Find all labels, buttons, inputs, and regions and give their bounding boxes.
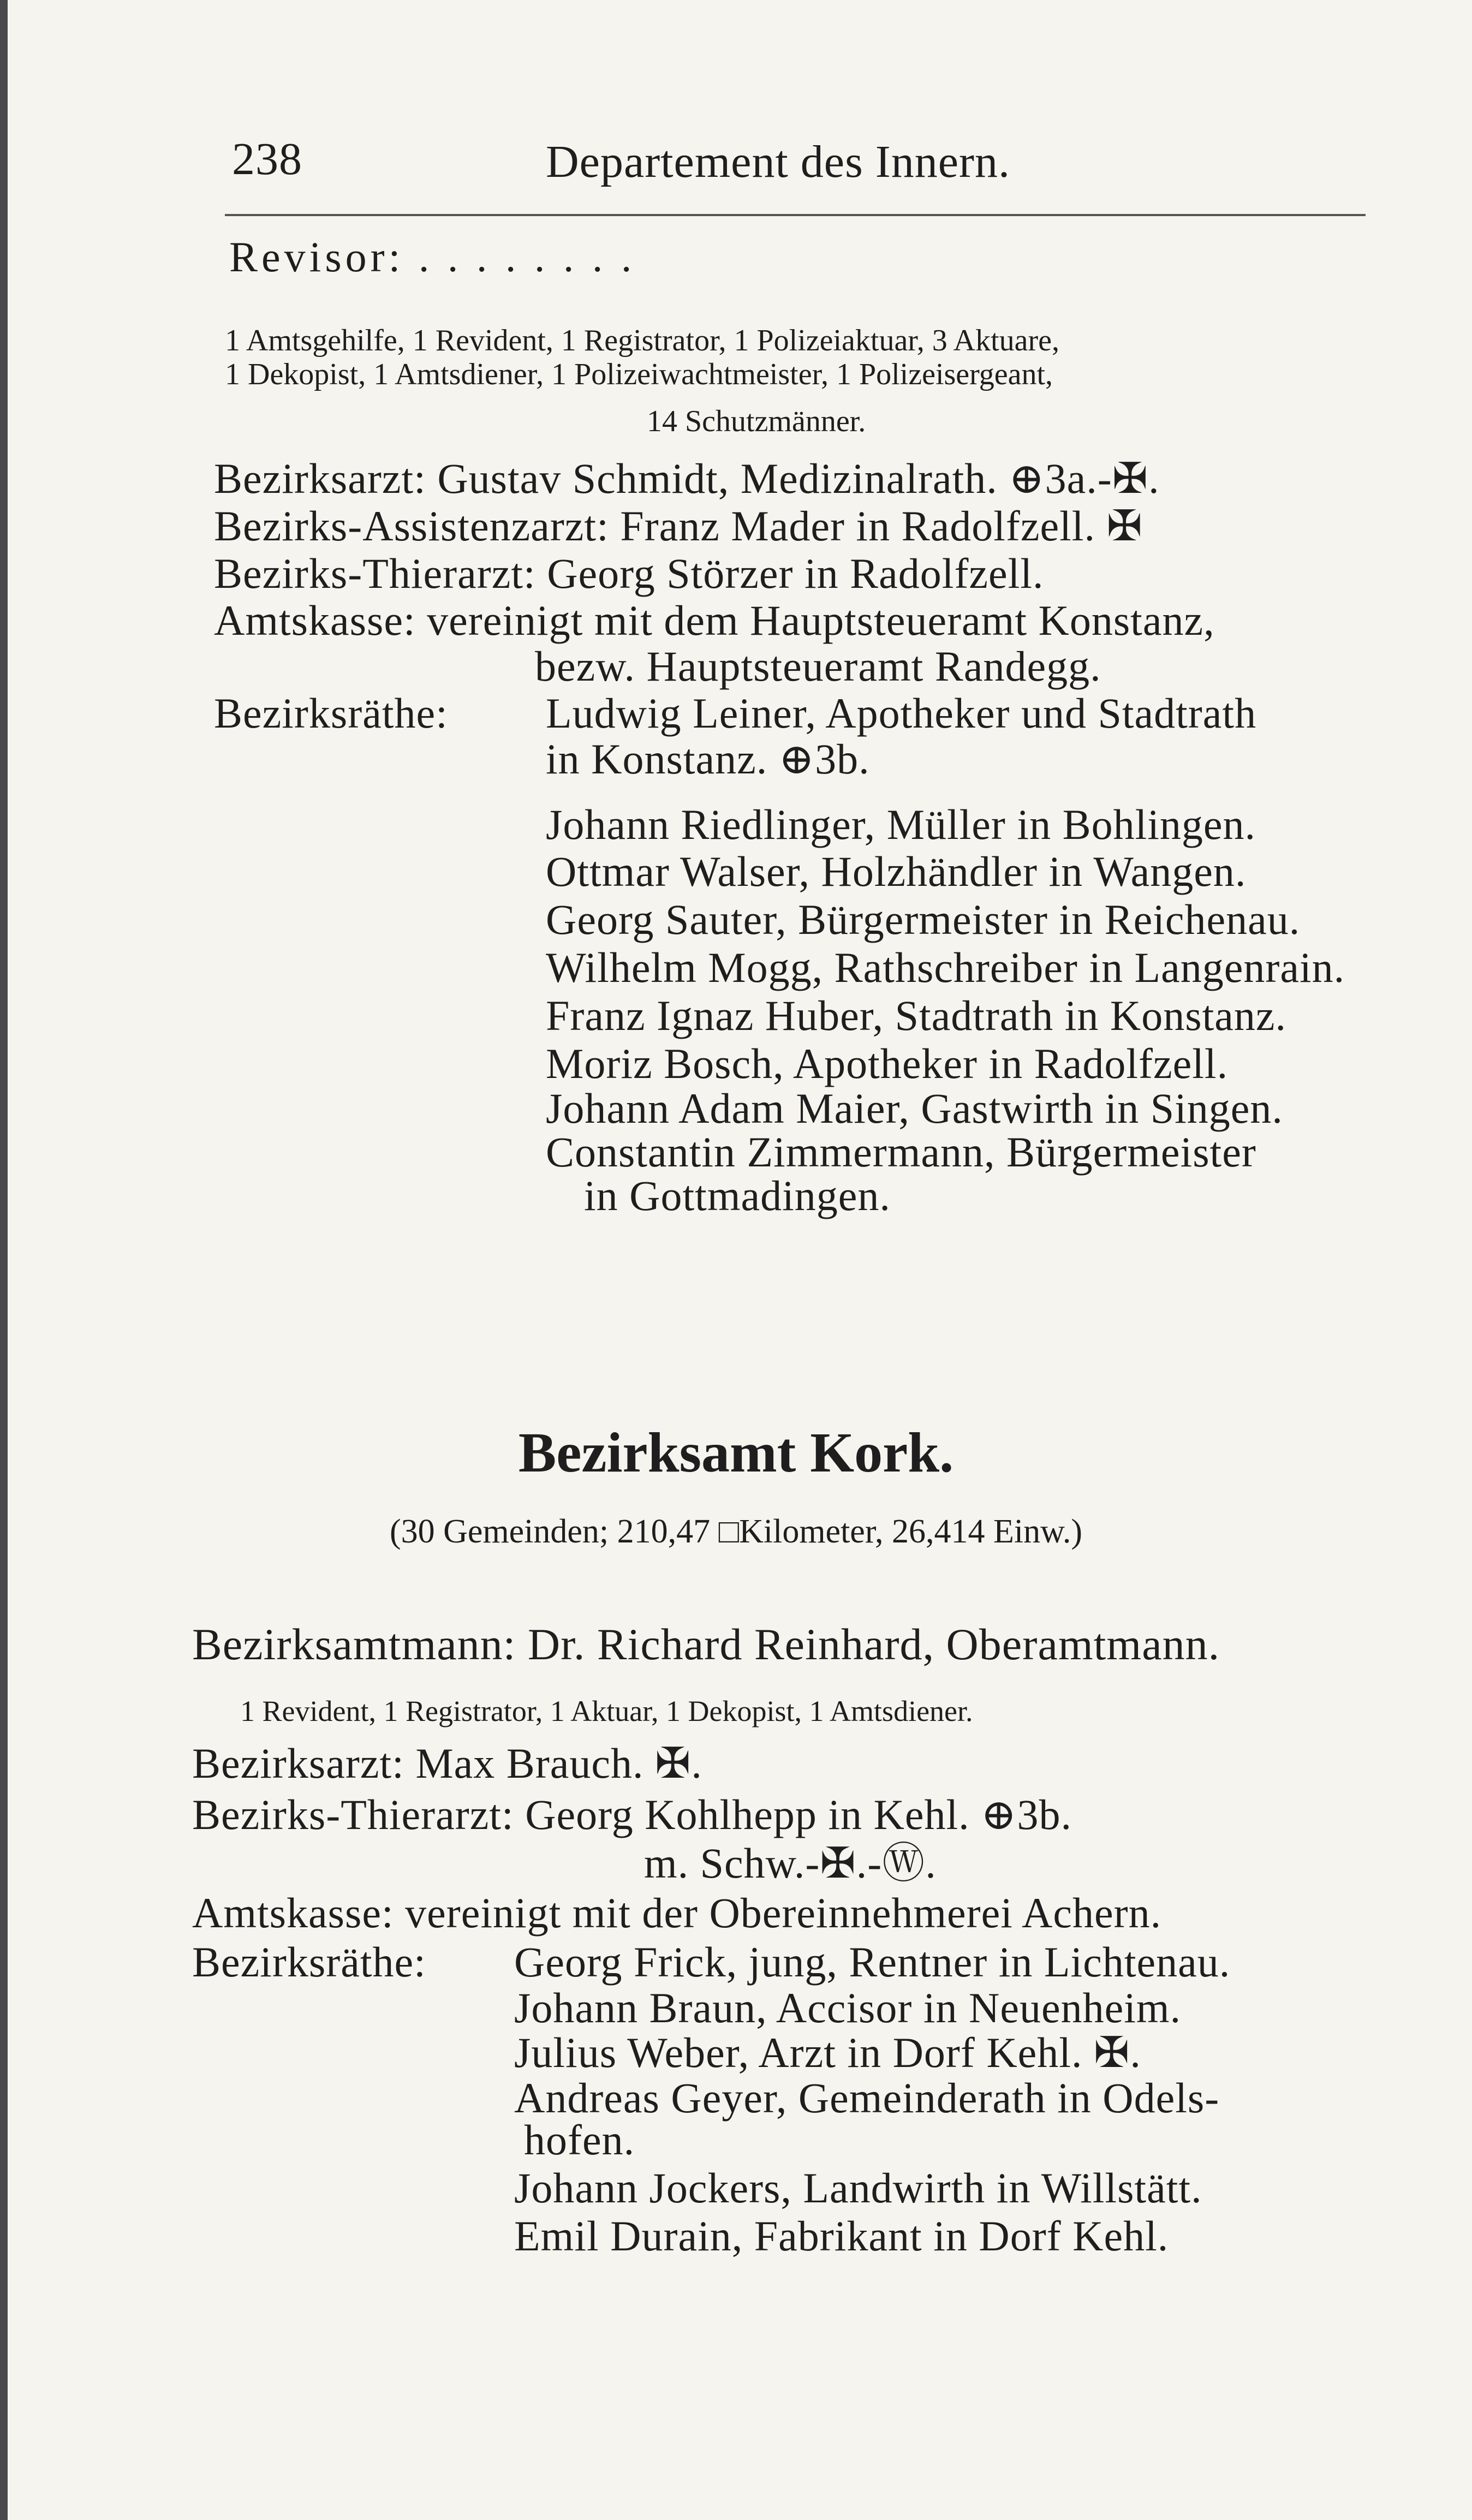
entry-line: Bezirks-Thierarzt: Georg Kohlhepp in Kehl. ⊕3b. [192,1791,1072,1838]
raethe-entry: Ludwig Leiner, Apotheker und Stadtrath [546,689,1257,737]
section-subtitle: (30 Gemeinden; 210,47 □Kilometer, 26,414 Einw.) [390,1513,1082,1550]
entry-line: Bezirks-Assistenzarzt: Franz Mader in Radolfzell. ✠ [214,502,1143,550]
entry-line: Amtskasse: vereinigt mit dem Hauptsteueramt Konstanz, [214,597,1215,644]
entry-line: Bezirksarzt: Max Brauch. ✠. [192,1739,702,1787]
raethe-label: Bezirksräthe: [214,689,448,737]
entry-line: bezw. Hauptsteueramt Randegg. [535,642,1101,690]
raethe-entry: hofen. [524,2116,635,2164]
raethe-entry: Julius Weber, Arzt in Dorf Kehl. ✠. [514,2029,1141,2076]
staff-line: 14 Schutzmänner. [647,404,866,438]
staff-line: 1 Amtsgehilfe, 1 Revident, 1 Registrator, 1 Polizeiaktuar, 3 Aktuare, [225,324,1059,358]
raethe-entry: Johann Jockers, Landwirth in Willstätt. [514,2164,1202,2212]
raethe-entry: in Konstanz. ⊕3b. [546,735,870,783]
scan-edge [0,0,8,2520]
raethe-entry: Ottmar Walser, Holzhändler in Wangen. [546,848,1247,895]
raethe-entry: Johann Braun, Accisor in Neuenheim. [514,1984,1182,2032]
revisor-line: Revisor: . . . . . . . . [229,233,636,281]
amtmann-line: Bezirksamtmann: Dr. Richard Reinhard, Oberamtmann. [192,1619,1220,1669]
raethe-entry: in Gottmadingen. [584,1172,891,1219]
running-title: Departement des Innern. [546,136,1010,187]
entry-line: Amtskasse: vereinigt mit der Obereinnehmerei Achern. [192,1889,1162,1937]
page-number: 238 [232,134,302,184]
entry-line: Bezirksarzt: Gustav Schmidt, Medizinalrath. ⊕3a.-✠. [214,455,1160,502]
raethe-entry: Johann Riedlinger, Müller in Bohlingen. [546,801,1256,848]
raethe-entry: Georg Sauter, Bürgermeister in Reichenau. [546,896,1301,943]
section-title: Bezirksamt Kork. [518,1421,954,1484]
raethe-entry: Moriz Bosch, Apotheker in Radolfzell. [546,1040,1229,1087]
staff-line: 1 Dekopist, 1 Amtsdiener, 1 Polizeiwachtmeister, 1 Polizeisergeant, [225,358,1053,391]
raethe-label: Bezirksräthe: [192,1938,426,1986]
raethe-entry: Emil Durain, Fabrikant in Dorf Kehl. [514,2212,1169,2260]
entry-line: Bezirks-Thierarzt: Georg Störzer in Radolfzell. [214,550,1044,597]
staff-line: 1 Revident, 1 Registrator, 1 Aktuar, 1 Dekopist, 1 Amtsdiener. [240,1695,973,1727]
raethe-entry: Wilhelm Mogg, Rathschreiber in Langenrain. [546,944,1345,991]
header-rule [225,214,1366,216]
raethe-entry: Franz Ignaz Huber, Stadtrath in Konstanz. [546,992,1286,1039]
raethe-entry: Johann Adam Maier, Gastwirth in Singen. [546,1085,1283,1132]
raethe-entry: Andreas Geyer, Gemeinderath in Odels- [514,2074,1220,2122]
raethe-entry: Constantin Zimmermann, Bürgermeister [546,1128,1256,1176]
raethe-entry: Georg Frick, jung, Rentner in Lichtenau. [514,1938,1231,1986]
entry-line: m. Schw.-✠.-Ⓦ. [644,1839,937,1887]
